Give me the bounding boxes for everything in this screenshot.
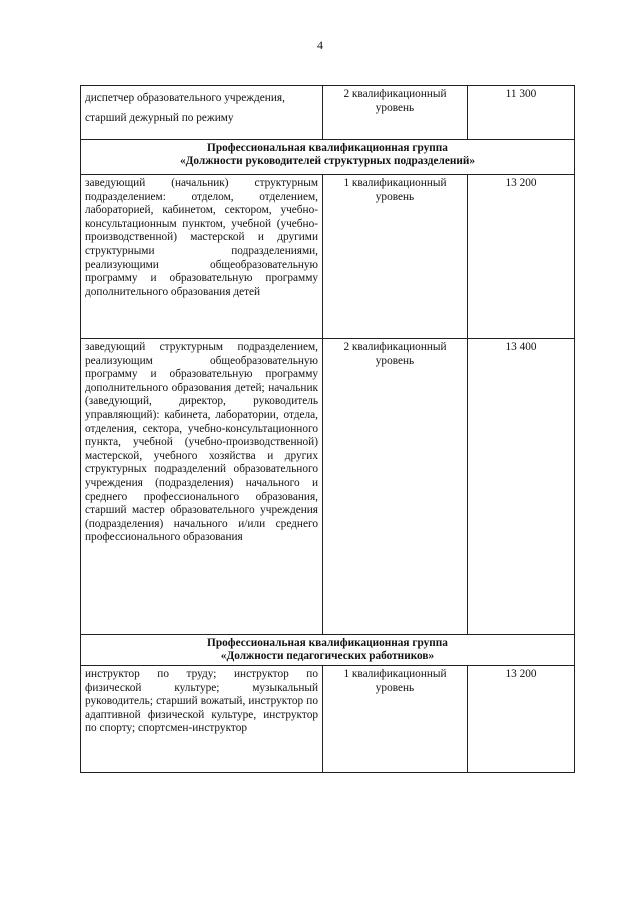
level-cell: 2 квалификационный уровень	[323, 339, 468, 635]
level-cell: 1 квалификационный уровень	[323, 666, 468, 773]
position-cell: заведующий структурным подразделением, реализующим общеобразовательную программу и образовательную программу дополнительного образования детей; начальник (заведующий, директор, руководитель управляющий): кабинета, лаборатории, отдела, отделения, сектора, учебно-консультационного пункта, учебной (учебно-производственной) мастерской, учебного хозяйства и других структурных подразделений образовательного учреждения (подразделения) начального и среднего профессионального образования, старший мастер образовательного учреждения (подразделения) начального и/или среднего профессионального образования	[81, 339, 323, 635]
group-header-row	[81, 635, 575, 666]
salary-table	[80, 85, 575, 773]
table-row	[81, 86, 575, 140]
group-title: Профессиональная квалификационная группа	[207, 637, 448, 649]
group-subtitle: «Должности руководителей структурных подразделений»	[179, 155, 476, 167]
table-row	[81, 666, 575, 773]
table-row	[81, 339, 575, 635]
group-subtitle: «Должности педагогических работников»	[220, 650, 435, 662]
salary-cell: 13 200	[468, 175, 575, 339]
salary-cell: 13 400	[468, 339, 575, 635]
group-header-row	[81, 140, 575, 175]
level-cell: 2 квалификационный уровень	[323, 86, 468, 140]
position-text: диспетчер образовательного учреждения,	[85, 92, 285, 104]
salary-cell: 13 200	[468, 666, 575, 773]
level-cell: 1 квалификационный уровень	[323, 175, 468, 339]
position-cell: заведующий (начальник) структурным подразделением: отделом, отделением, лабораторией, кабинетом, сектором, учебно-консультационным пунктом, учебной (учебно-производственной) мастерской и другими структурными подразделениями, реализующими общеобразовательную программу и образовательную программу дополнительного образования детей	[81, 175, 323, 339]
position-text: старший дежурный по режиму	[85, 112, 234, 124]
group-title: Профессиональная квалификационная группа	[207, 142, 448, 154]
group-header	[81, 635, 575, 666]
position-cell	[81, 86, 323, 140]
page-number: 4	[317, 38, 323, 52]
table-row	[81, 175, 575, 339]
group-header	[81, 140, 575, 175]
position-cell: инструктор по труду; инструктор по физической культуре; музыкальный руководитель; старший вожатый, инструктор по адаптивной физической культуре, инструктор по спорту; спортсмен-инструктор	[81, 666, 323, 773]
salary-cell: 11 300	[468, 86, 575, 140]
